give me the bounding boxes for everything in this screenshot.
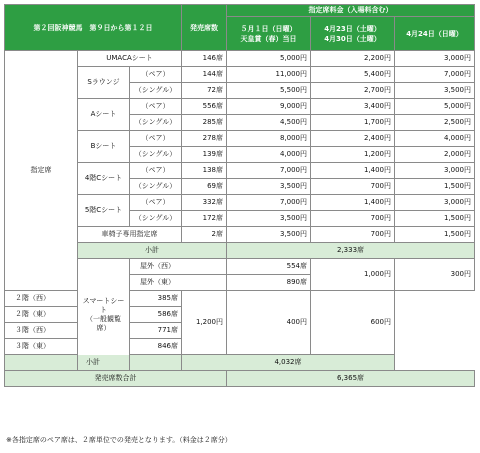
date-header-apr24: 4月24日（日曜） bbox=[395, 17, 475, 51]
price-saturdays: 1,400円 bbox=[311, 163, 395, 179]
total-row bbox=[5, 371, 475, 387]
price-apr24: 1,500円 bbox=[395, 227, 475, 243]
smart-group-label: スマートシート （一般観覧席） bbox=[78, 259, 130, 371]
seat-count: 146席 bbox=[182, 51, 227, 67]
price-may1: 9,000円 bbox=[227, 99, 311, 115]
price-apr24: 3,000円 bbox=[395, 51, 475, 67]
price-may1: 7,000円 bbox=[227, 163, 311, 179]
price-apr24: 7,000円 bbox=[395, 67, 475, 83]
price-saturdays: 300円 bbox=[395, 259, 475, 291]
price-apr24: 1,500円 bbox=[395, 211, 475, 227]
event-title: 第２回阪神競馬 第９日から第１２日 bbox=[5, 5, 182, 51]
footnote: ※各指定席のペア席は、２席単位での発売となります。（料金は２席分） bbox=[6, 436, 232, 444]
price-saturdays: 700円 bbox=[311, 179, 395, 195]
price-may1: 3,500円 bbox=[227, 179, 311, 195]
seat-count: 278席 bbox=[182, 131, 227, 147]
subtotal-label: 小計 bbox=[5, 355, 182, 371]
seat-name: 屋外（西） bbox=[130, 259, 227, 275]
seat-name: ３階（西） bbox=[5, 323, 130, 339]
total-value: 6,365席 bbox=[227, 371, 475, 387]
reserved-group-label: 指定席 bbox=[5, 51, 78, 291]
price-saturdays: 700円 bbox=[311, 227, 395, 243]
price-saturdays: 1,700円 bbox=[311, 115, 395, 131]
subtotal-label: 小計 bbox=[78, 243, 227, 259]
seat-name: 屋外（東） bbox=[130, 275, 227, 291]
price-apr24: 5,000円 bbox=[395, 99, 475, 115]
seat-count: 72席 bbox=[182, 83, 227, 99]
seat-type: （シングル） bbox=[130, 179, 182, 195]
price-apr24: 3,500円 bbox=[395, 83, 475, 99]
price-apr24: 3,000円 bbox=[395, 195, 475, 211]
seat-count: 2席 bbox=[182, 227, 227, 243]
seat-type: （シングル） bbox=[130, 83, 182, 99]
sales-seats-header: 発売席数 bbox=[182, 5, 227, 51]
price-saturdays: 2,200円 bbox=[311, 51, 395, 67]
seat-count: 771席 bbox=[130, 323, 182, 339]
price-apr24: 1,500円 bbox=[395, 179, 475, 195]
seat-name: Bシート bbox=[78, 131, 130, 163]
table-row bbox=[5, 291, 475, 307]
price-may1: 5,500円 bbox=[227, 83, 311, 99]
price-group-header: 指定席料金（入場料含む） bbox=[227, 5, 475, 17]
seat-name: Sラウンジ bbox=[78, 67, 130, 99]
price-may1: 5,000円 bbox=[227, 51, 311, 67]
price-apr24: 2,000円 bbox=[395, 147, 475, 163]
price-apr24: 3,000円 bbox=[395, 163, 475, 179]
seat-name: Aシート bbox=[78, 99, 130, 131]
seat-count: 138席 bbox=[182, 163, 227, 179]
seat-name: 5階Cシート bbox=[78, 195, 130, 227]
price-saturdays: 3,400円 bbox=[311, 99, 395, 115]
price-apr24: 600円 bbox=[311, 291, 395, 355]
price-saturdays: 700円 bbox=[311, 211, 395, 227]
total-label: 発売席数合計 bbox=[5, 371, 227, 387]
seat-count: 69席 bbox=[182, 179, 227, 195]
price-may1: 4,000円 bbox=[227, 147, 311, 163]
date-header-may1: ５月１日（日曜） 天皇賞（春）当日 bbox=[227, 17, 311, 51]
seat-type: （シングル） bbox=[130, 115, 182, 131]
price-saturdays: 2,700円 bbox=[311, 83, 395, 99]
price-saturdays: 1,400円 bbox=[311, 195, 395, 211]
price-saturdays: 1,200円 bbox=[311, 147, 395, 163]
price-may1: 8,000円 bbox=[227, 131, 311, 147]
price-may1: 4,500円 bbox=[227, 115, 311, 131]
seat-count: 144席 bbox=[182, 67, 227, 83]
seat-name: ２階（東） bbox=[5, 307, 130, 323]
seat-type: （シングル） bbox=[130, 211, 182, 227]
seat-count: 172席 bbox=[182, 211, 227, 227]
table-row bbox=[5, 51, 475, 67]
seat-name: 車椅子専用指定席 bbox=[78, 227, 182, 243]
seat-count: 139席 bbox=[182, 147, 227, 163]
seat-count: 332席 bbox=[182, 195, 227, 211]
price-apr24: 2,500円 bbox=[395, 115, 475, 131]
seat-type: （ペア） bbox=[130, 195, 182, 211]
seat-name: ２階（西） bbox=[5, 291, 130, 307]
subtotal-value: 4,032席 bbox=[182, 355, 395, 371]
seat-type: （ペア） bbox=[130, 163, 182, 179]
price-may1: 3,500円 bbox=[227, 227, 311, 243]
seat-name: ３階（東） bbox=[5, 339, 130, 355]
seat-name: UMACAシート bbox=[78, 51, 182, 67]
subtotal-value: 2,333席 bbox=[227, 243, 475, 259]
seat-type: （シングル） bbox=[130, 147, 182, 163]
price-apr24: 4,000円 bbox=[395, 131, 475, 147]
date-header-saturdays: 4月23日（土曜） 4月30日（土曜） bbox=[311, 17, 395, 51]
seat-count: 554席 bbox=[227, 259, 311, 275]
seat-type: （ペア） bbox=[130, 131, 182, 147]
seat-count: 890席 bbox=[227, 275, 311, 291]
seat-count: 385席 bbox=[130, 291, 182, 307]
seat-count: 586席 bbox=[130, 307, 182, 323]
seat-price-table bbox=[4, 4, 475, 387]
price-saturdays: 2,400円 bbox=[311, 131, 395, 147]
price-may1: 11,000円 bbox=[227, 67, 311, 83]
price-may1: 1,000円 bbox=[311, 259, 395, 291]
seat-type: （ペア） bbox=[130, 99, 182, 115]
price-saturdays: 400円 bbox=[227, 291, 311, 355]
price-may1: 1,200円 bbox=[182, 291, 227, 355]
seat-count: 846席 bbox=[130, 339, 182, 355]
seat-type: （ペア） bbox=[130, 67, 182, 83]
seat-count: 285席 bbox=[182, 115, 227, 131]
price-may1: 7,000円 bbox=[227, 195, 311, 211]
seat-count: 556席 bbox=[182, 99, 227, 115]
price-saturdays: 5,400円 bbox=[311, 67, 395, 83]
price-may1: 3,500円 bbox=[227, 211, 311, 227]
seat-name: 4階Cシート bbox=[78, 163, 130, 195]
subtotal-row bbox=[5, 355, 475, 371]
